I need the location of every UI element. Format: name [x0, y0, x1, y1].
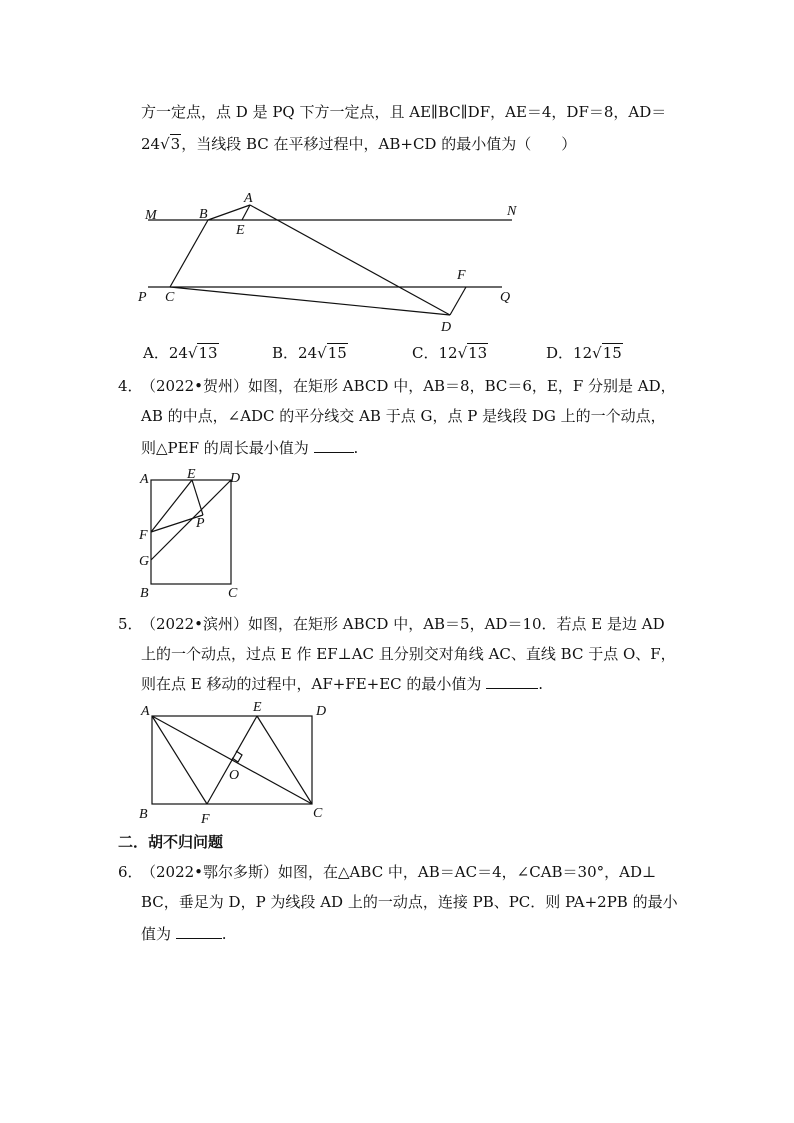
- q3-option-a[interactable]: A．24√13: [143, 344, 218, 362]
- q4-text-line3: [141, 437, 358, 459]
- q3-option-d[interactable]: D．12√15: [546, 344, 622, 362]
- q3-option-b-label: B．24: [272, 344, 318, 362]
- q6-text-line3-main: 值为: [141, 925, 172, 943]
- segment-EC: [257, 716, 312, 804]
- q5-text-line3-main: 则在点 E 移动的过程中，AF+FE+EC 的最小值为: [141, 675, 482, 693]
- q4-period: .: [353, 439, 359, 457]
- q3-coef: 24: [141, 135, 161, 153]
- q6-period: .: [221, 925, 227, 943]
- q3-option-c-label: C．12: [412, 344, 458, 362]
- q5-label-A: A: [141, 704, 150, 719]
- q4-label-P: P: [196, 516, 205, 531]
- section-heading: 二．胡不归问题: [118, 833, 224, 851]
- q3-label-E: E: [236, 223, 245, 238]
- segment-AF: [152, 716, 207, 804]
- q3-label-N: N: [507, 204, 517, 219]
- q3-text-line2: 24√3，当线段 BC 在平移过程中，AB+CD 的最小值为（ ）: [141, 135, 577, 153]
- q4-answer-blank[interactable]: [314, 452, 354, 453]
- q3-label-A: A: [244, 191, 253, 206]
- q4-label-D: D: [230, 471, 241, 486]
- q4-text-line1: （2022•贺州）如图，在矩形 ABCD 中，AB＝8，BC＝6，E，F 分别是 AD，: [141, 377, 676, 395]
- q3-option-c[interactable]: C．12√13: [412, 344, 488, 362]
- q3-option-a-root: 13: [198, 344, 218, 362]
- q5-label-O: O: [229, 768, 240, 783]
- segment-CD: [170, 287, 450, 315]
- q6-answer-blank[interactable]: [176, 938, 222, 939]
- q6-text-line1: （2022•鄂尔多斯）如图，在△ABC 中，AB＝AC＝4，∠CAB＝30°，AD⊥: [141, 863, 657, 881]
- q4-label-E: E: [187, 467, 196, 482]
- q5-label-F: F: [201, 812, 210, 827]
- q4-text-line3-main: 则△PEF 的周长最小值为: [141, 439, 309, 457]
- q5-text-line2: 上的一个动点，过点 E 作 EF⊥AC 且分别交对角线 AC、直线 BC 于点 O、F，: [141, 645, 676, 663]
- q5-text-line3: [141, 673, 543, 695]
- q5-text-line1: （2022•滨州）如图，在矩形 ABCD 中，AB＝5，AD＝10．若点 E 是边 AD: [141, 615, 665, 633]
- q4-label-B: B: [140, 586, 149, 601]
- q4-label-A: A: [140, 472, 149, 487]
- segment-DF: [450, 287, 466, 315]
- q4-label-C: C: [228, 586, 238, 601]
- q5-label-B: B: [139, 807, 148, 822]
- q3-sqrt-value: 3: [170, 135, 181, 153]
- q3-option-b-root: 15: [327, 344, 347, 362]
- q4-label-G: G: [139, 554, 150, 569]
- q3-label-Q: Q: [500, 290, 511, 305]
- q3-label-D: D: [441, 320, 452, 335]
- q3-option-d-root: 15: [602, 344, 622, 362]
- q3-option-b[interactable]: B．24√15: [272, 344, 347, 362]
- q5-label-C: C: [313, 806, 323, 821]
- q3-label-F: F: [457, 268, 466, 283]
- segment-BC: [170, 220, 208, 287]
- q3-option-c-root: 13: [468, 344, 488, 362]
- q4-figure: [151, 480, 231, 584]
- q4-number: 4．: [118, 377, 143, 395]
- q3-label-C: C: [165, 290, 175, 305]
- q3-label-B: B: [199, 207, 208, 222]
- q3-label-M: M: [145, 208, 157, 223]
- q3-option-d-label: D．12: [546, 344, 593, 362]
- q4-label-F: F: [139, 528, 148, 543]
- q3-text-line2-rest: ，当线段 BC 在平移过程中，AB+CD 的最小值为（ ）: [181, 135, 577, 153]
- q5-label-D: D: [316, 704, 327, 719]
- q6-number: 6．: [118, 863, 143, 881]
- segment-EF: [151, 480, 192, 532]
- q5-answer-blank[interactable]: [486, 688, 538, 689]
- q6-text-line2: BC，垂足为 D，P 为线段 AD 上的一动点，连接 PB、PC．则 PA+2PB 的最小: [141, 893, 678, 911]
- q5-number: 5．: [118, 615, 143, 633]
- q3-text-line1: 方一定点，点 D 是 PQ 下方一定点，且 AE∥BC∥DF，AE＝4，DF＝8，AD＝: [141, 103, 667, 121]
- segment-DG: [151, 480, 231, 560]
- q4-text-line2: AB 的中点，∠ADC 的平分线交 AB 于点 G，点 P 是线段 DG 上的一个动点，: [141, 407, 666, 425]
- rect-ABCD: [151, 480, 231, 584]
- q6-text-line3: [141, 923, 227, 945]
- q5-figure: [152, 716, 312, 804]
- segment-EP: [192, 480, 203, 515]
- segment-EF: [207, 716, 257, 804]
- q3-option-a-label: A．24: [143, 344, 188, 362]
- q5-label-E: E: [253, 700, 262, 715]
- q5-period: .: [538, 675, 543, 693]
- q3-label-P: P: [138, 290, 147, 305]
